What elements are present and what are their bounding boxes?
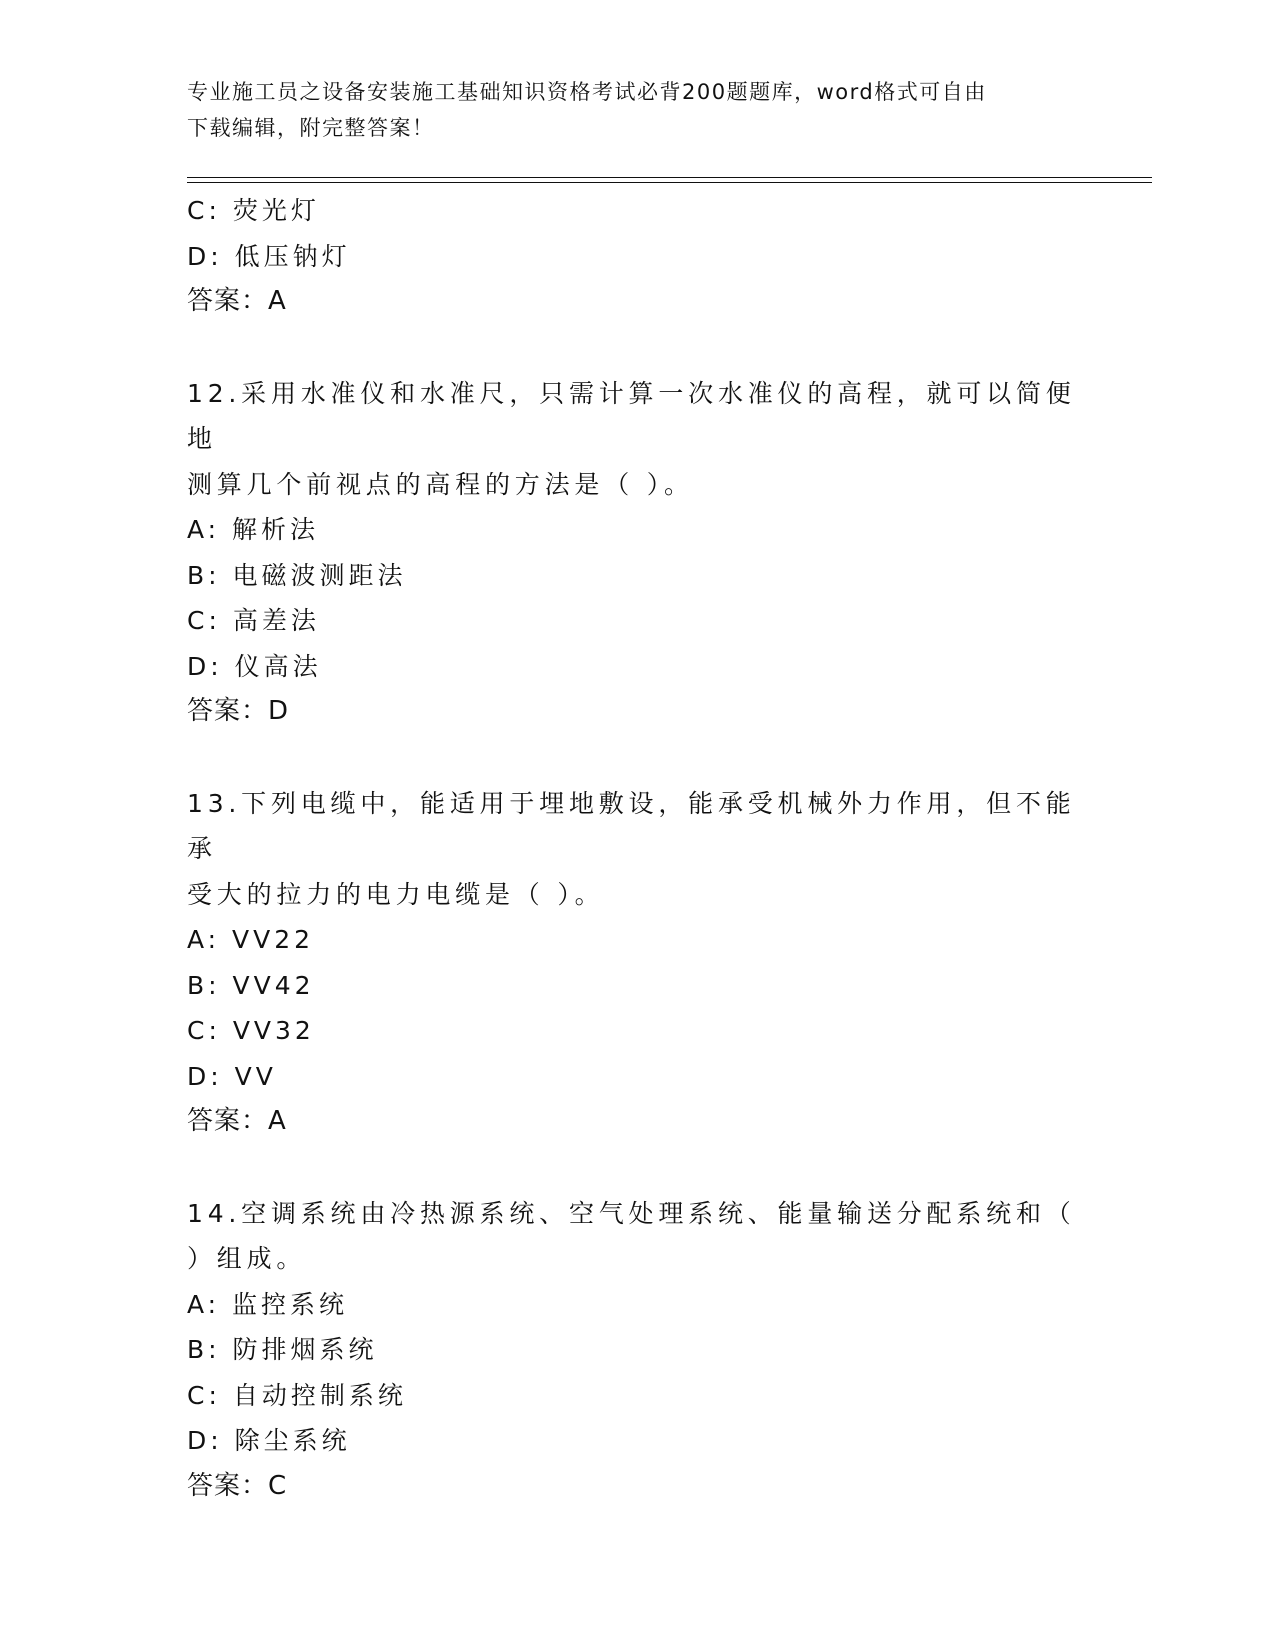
header-divider-top xyxy=(187,177,1152,178)
header-line-1: 专业施工员之设备安装施工基础知识资格考试必背200题题库，word格式可自由 xyxy=(187,80,987,104)
answer-line: 答案：C xyxy=(187,1470,288,1501)
question-stem-line-1: 13.下列电缆中，能适用于埋地敷设，能承受机械外力作用，但不能承 xyxy=(187,788,1076,863)
option-a: A: 解析法 xyxy=(187,515,320,544)
option-b: B: VV42 xyxy=(187,970,315,1000)
question-14 xyxy=(187,1191,1087,1510)
question-stem-line-2: 测算几个前视点的高程的方法是（ ）。 xyxy=(187,469,694,499)
option-d: D: 仪高法 xyxy=(187,651,322,681)
document-body xyxy=(187,188,1087,1509)
option-a: A: VV22 xyxy=(187,925,315,954)
answer-line: 答案：A xyxy=(187,286,287,316)
answer-line: 答案：A xyxy=(187,1106,287,1136)
question-stem-line-1: 12.采用水准仪和水准尺，只需计算一次水准仪的高程，就可以简便地 xyxy=(187,378,1076,453)
question-stem-line-1: 14.空调系统由冷热源系统、空气处理系统、能量输送分配系统和（ xyxy=(187,1198,1076,1228)
document-header xyxy=(187,74,1067,146)
question-12 xyxy=(187,371,1087,735)
option-b: B: 防排烟系统 xyxy=(187,1335,378,1364)
option-c: C: 自动控制系统 xyxy=(187,1380,407,1410)
question-stem-line-2: ）组成。 xyxy=(187,1244,307,1273)
header-line-2: 下载编辑，附完整答案！ xyxy=(187,116,435,140)
option-c: C: 荧光灯 xyxy=(187,196,320,225)
option-c: C: 高差法 xyxy=(187,606,320,635)
option-d: D: 除尘系统 xyxy=(187,1426,351,1455)
question-13 xyxy=(187,781,1087,1145)
answer-line: 答案：D xyxy=(187,696,290,726)
option-c: C: VV32 xyxy=(187,1016,315,1045)
previous-question-tail xyxy=(187,188,1087,325)
header-divider-bottom xyxy=(187,182,1152,183)
option-d: D: VV xyxy=(187,1061,277,1091)
option-d: D: 低压钠灯 xyxy=(187,241,351,271)
option-b: B: 电磁波测距法 xyxy=(187,560,407,590)
question-stem-line-2: 受大的拉力的电力电缆是（ ）。 xyxy=(187,879,605,909)
option-a: A: 监控系统 xyxy=(187,1289,349,1319)
